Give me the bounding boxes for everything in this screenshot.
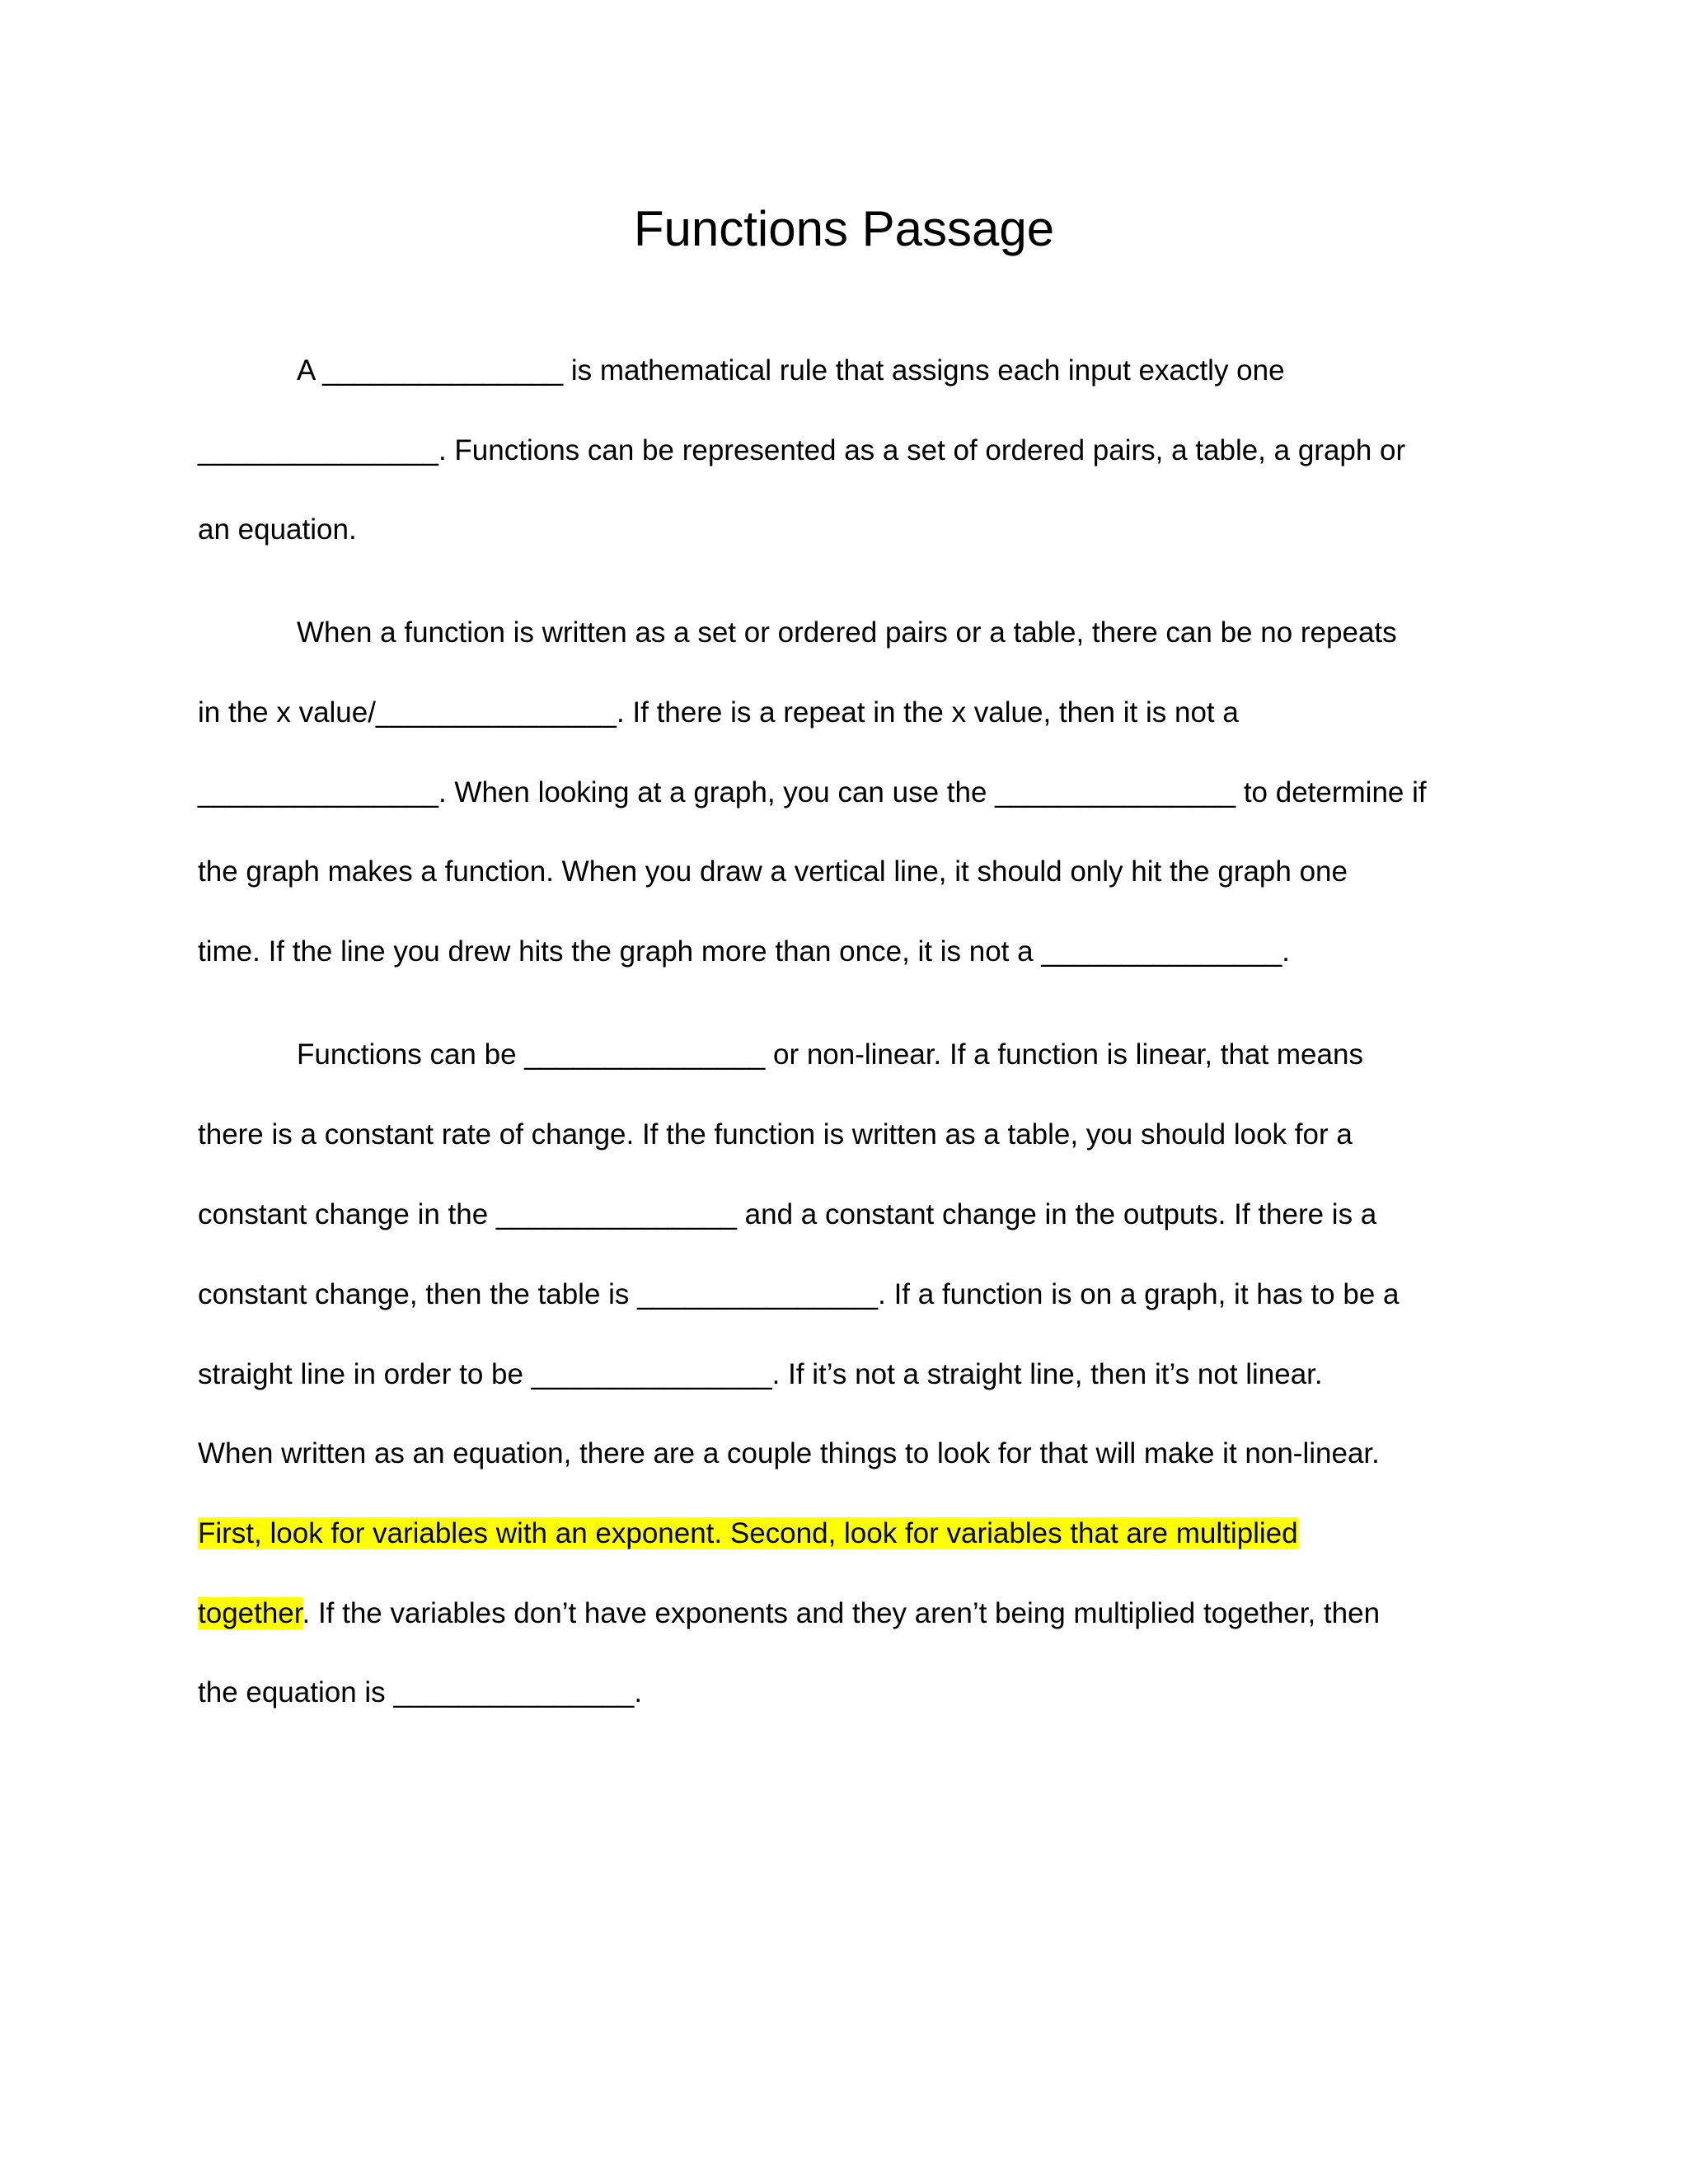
paragraph-1-line-2: _______________. Functions can be represented as a set of ordered pairs, a table, a graph or — [198, 434, 1406, 466]
paragraph-1-line-1: A _______________ is mathematical rule that assigns each input exactly one — [297, 354, 1285, 387]
paragraph-3-mixed-line — [198, 1593, 1380, 1634]
paragraph-3-line-6: When written as an equation, there are a couple things to look for that will make it non-linear. — [198, 1437, 1380, 1469]
paragraph-2-line-1: When a function is written as a set or ordered pairs or a table, there can be no repeats — [297, 616, 1397, 649]
paragraph-2-line-5: time. If the line you drew hits the graph more than once, it is not a _______________. — [198, 935, 1291, 968]
paragraph-3-line-4: constant change, then the table is _______________. If a function is on a graph, it has to be a — [198, 1278, 1400, 1310]
paragraph-2-line-4: the graph makes a function. When you draw a vertical line, it should only hit the graph one — [198, 855, 1348, 888]
page-title: Functions Passage — [633, 201, 1055, 256]
paragraph-3-line-2: there is a constant rate of change. If the function is written as a table, you should look for a — [198, 1118, 1353, 1151]
paragraph-1-line-3: an equation. — [198, 513, 357, 546]
paragraph-3-line-3: constant change in the _______________ and a constant change in the outputs. If there is a — [198, 1198, 1377, 1230]
paragraph-3-last-line: the equation is _______________. — [198, 1676, 643, 1708]
paragraph-3-line-5: straight line in order to be _______________. If it’s not a straight line, then it’s not linear. — [198, 1358, 1323, 1390]
paragraph-2-line-2: in the x value/_______________. If there is a repeat in the x value, then it is not a — [198, 696, 1239, 729]
highlighted-word: together — [198, 1597, 302, 1629]
mixed-line-rest: . If the variables don’t have exponents and they aren’t being multiplied together, then — [302, 1597, 1381, 1629]
paragraph-3-line-1: Functions can be _______________ or non-linear. If a function is linear, that means — [297, 1038, 1363, 1071]
paragraph-2-line-3: _______________. When looking at a graph, you can use the _______________ to determine if — [198, 776, 1427, 808]
paragraph-3-highlighted-line — [198, 1513, 1298, 1554]
highlighted-text: First, look for variables with an exponent. Second, look for variables that are multiplied — [198, 1517, 1298, 1549]
